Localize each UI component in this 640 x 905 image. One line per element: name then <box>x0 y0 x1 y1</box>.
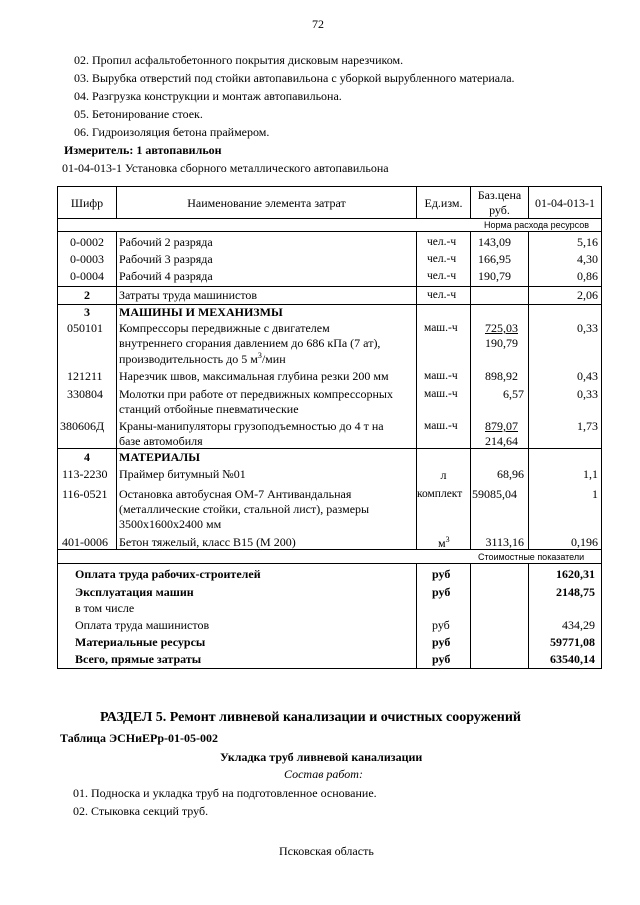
row-price-2: 190,79 <box>485 336 518 350</box>
row-price: 6,57 <box>503 387 524 401</box>
footer-region: Псковская область <box>279 844 374 858</box>
row-norm: 1,1 <box>583 467 598 481</box>
total-value: 2148,75 <box>556 585 595 599</box>
row-price: 879,07 <box>485 419 518 433</box>
section-title: МАТЕРИАЛЫ <box>119 450 200 464</box>
section-code: 3 <box>84 305 90 319</box>
row-norm: 0,196 <box>571 535 598 549</box>
row-unit: маш.-ч <box>424 322 458 334</box>
row-unit: л <box>440 468 447 482</box>
row-unit: маш.-ч <box>424 370 458 382</box>
total-value: 434,29 <box>562 618 595 632</box>
section-title: МАШИНЫ И МЕХАНИЗМЫ <box>119 305 283 319</box>
row-code: 0-0004 <box>70 269 104 283</box>
norm-caption: Норма расхода ресурсов <box>484 220 589 230</box>
row-code: 0-0003 <box>70 252 104 266</box>
row-code: 0-0002 <box>70 235 104 249</box>
work-item: 04. Разгрузка конструкции и монтаж автопавильона. <box>74 89 342 103</box>
total-unit: руб <box>432 618 450 632</box>
row-price: 59085,04 <box>472 487 517 501</box>
total-unit: руб <box>432 652 451 666</box>
row-norm: 4,30 <box>577 252 598 266</box>
row-code: 113-2230 <box>62 467 108 481</box>
row-name: базе автомобиля <box>119 434 203 448</box>
row-price: 190,79 <box>478 269 511 283</box>
row-norm: 1 <box>592 487 598 501</box>
row-price: 3113,16 <box>485 535 524 549</box>
section-heading: РАЗДЕЛ 5. Ремонт ливневой канализации и очистных сооружений <box>100 710 521 725</box>
row-name: Компрессоры передвижные с двигателем <box>119 321 330 335</box>
row-name: Затраты труда машинистов <box>119 288 258 302</box>
row-norm: 5,16 <box>577 235 598 249</box>
row-norm: 1,73 <box>577 419 598 433</box>
header-norm: 01-04-013-1 <box>535 196 595 210</box>
row-unit: чел.-ч <box>427 236 457 248</box>
work-item: 02. Пропил асфальтобетонного покрытия дисковым нарезчиком. <box>74 53 404 67</box>
row-code: 330804 <box>67 387 103 401</box>
work-item: 01. Поднoска и укладка труб на подготовленное основание. <box>73 786 377 800</box>
row-code: 380606Д <box>60 419 105 433</box>
row-unit: маш.-ч <box>424 420 458 432</box>
row-name: Остановка автобусная ОМ-7 Антивандальная <box>119 487 352 501</box>
row-name <box>119 351 286 367</box>
total-label: в том числе <box>75 601 135 615</box>
row-norm: 0,33 <box>577 387 598 401</box>
row-price: 166,95 <box>478 252 511 266</box>
row-unit: чел.-ч <box>427 270 457 282</box>
total-label: Оплата труда машинистов <box>75 618 210 632</box>
header-price: Баз.цена <box>477 188 522 202</box>
unit-text: м <box>438 536 446 550</box>
table-id: Таблица ЭСНиЕРр-01-05-002 <box>60 731 219 745</box>
row-code: 116-0521 <box>62 487 108 501</box>
row-code: 401-0006 <box>62 535 108 549</box>
row-price: 898,92 <box>485 369 518 383</box>
total-value: 1620,31 <box>556 567 595 581</box>
row-code: 2 <box>84 288 90 302</box>
row-unit: чел.-ч <box>427 253 457 265</box>
row-name: Краны-манипуляторы грузоподъемностью до 4 т на <box>119 419 384 433</box>
row-name: Молотки при работе от передвижных компрессорных <box>119 387 393 401</box>
superscript: 3 <box>445 535 450 544</box>
total-unit: руб <box>432 585 451 599</box>
row-name-part: /мин <box>261 352 286 366</box>
row-price: 725,03 <box>485 321 518 335</box>
row-code: 121211 <box>67 369 103 383</box>
header-price-unit: руб. <box>489 203 510 217</box>
total-unit: руб <box>432 635 451 649</box>
total-label: Материальные ресурсы <box>75 635 206 649</box>
row-norm: 2,06 <box>577 288 598 302</box>
row-name: Рабочий 2 разряда <box>119 235 213 249</box>
measure-unit: Измеритель: 1 автопавильон <box>64 143 222 157</box>
norm-title: 01-04-013-1 Установка сборного металлического автопавильона <box>62 161 389 175</box>
row-name-part: производительность до 5 м <box>119 352 258 366</box>
row-norm: 0,43 <box>577 369 598 383</box>
total-label: Оплата труда рабочих-строителей <box>75 567 261 581</box>
row-price: 68,96 <box>497 467 524 481</box>
row-unit: чел.-ч <box>427 289 457 301</box>
work-item: 02. Стыковка секций труб. <box>73 804 209 818</box>
superscript: 3 <box>257 351 262 360</box>
row-name: 3500x1600x2400 мм <box>119 517 222 531</box>
row-name: Праймер битумный №01 <box>119 467 246 481</box>
total-label: Всего, прямые затраты <box>75 652 202 666</box>
subsection-title: Укладка труб ливневой канализации <box>220 750 423 764</box>
row-name: Рабочий 3 разряда <box>119 252 213 266</box>
cost-caption: Стоимостные показатели <box>478 552 585 562</box>
row-name: внутреннего сгорания давлением до 686 кПа (7 ат), <box>119 336 381 350</box>
header-name: Наименование элемента затрат <box>187 196 346 210</box>
page-number: 72 <box>312 17 324 31</box>
row-unit <box>438 535 450 551</box>
row-name: Бетон тяжелый, класс В15 (М 200) <box>119 535 296 549</box>
row-name: Рабочий 4 разряда <box>119 269 213 283</box>
row-norm: 0,33 <box>577 321 598 335</box>
row-name: (металлические стойки, стальной лист), размеры <box>119 502 370 516</box>
row-unit: комплект <box>417 488 463 500</box>
section-code: 4 <box>84 450 90 464</box>
work-item: 05. Бетонирование стоек. <box>74 107 203 121</box>
row-name: Нарезчик швов, максимальная глубина резки 200 мм <box>119 369 389 383</box>
row-unit: маш.-ч <box>424 388 458 400</box>
work-item: 06. Гидроизоляция бетона праймером. <box>74 125 270 139</box>
works-caption: Состав работ: <box>284 767 363 781</box>
work-item: 03. Вырубка отверстий под стойки автопавильона с уборкой вырубленного материала. <box>74 71 515 85</box>
row-price: 143,09 <box>478 235 511 249</box>
row-norm: 0,86 <box>577 269 598 283</box>
row-name: станций отбойные пневматические <box>119 402 299 416</box>
header-unit: Ед.изм. <box>424 196 463 210</box>
total-value: 59771,08 <box>550 635 595 649</box>
row-price-2: 214,64 <box>485 434 518 448</box>
total-unit: руб <box>432 567 451 581</box>
header-code: Шифр <box>70 196 104 210</box>
total-label: Эксплуатация машин <box>75 585 194 599</box>
row-code: 050101 <box>67 321 103 335</box>
total-value: 63540,14 <box>550 652 595 666</box>
